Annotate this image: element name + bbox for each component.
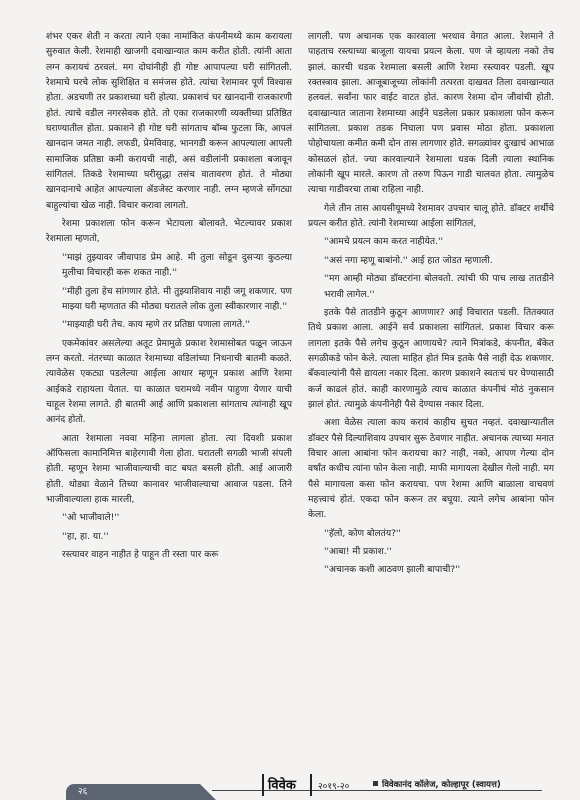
paragraph: एकमेकांवर असलेल्या अतूट प्रेमामुळे प्रकाश रेशमासोबत पळून जाऊन लग्न करतो. नंतरच्या काळात रेशमाच्या वडिलांच्या निधनाची बातमी कळते. त्यावेळेस एकट्या पडलेल्या आईला आधार म्हणून प्रकाश आणि रेशमा आईकडे राहायला येतात. या काळात घरामध्ये नवीन पाहुणा येणार याची चाहूल रेशमा लागते. ही बातमी आई आणि प्रकाशला सांगताच त्यांनाही खूप आनंद होतो. [46, 338, 295, 426]
paragraph: ''आमचे प्रयत्न काम करत नाहीयेत.'' [324, 237, 443, 248]
paragraph: ''ओ भाजीवाले!'' [62, 513, 120, 524]
paragraph: ''असं नगा म्हणू बाबांनो.'' आई हात जोडत म्हणाली. [324, 255, 493, 266]
logo-bar-left [262, 774, 264, 796]
paragraph: अशा वेळेस त्याला काय करावं काहीच सुचत नव्हतं. दवाखान्यातील डॉक्टर पैसे दिल्याशिवाय उपचार सुरू ठेवणार नाहीत. अचानक त्याच्या मनात विचार आला आबांना फोन करायचा का? नाही, नको, आपण गेल्या दोन वर्षांत कधीच त्यांना फोन केला नाही. माफी मागायला देखील गेलो नाही. मग पैसे मागायला कसा फोन करायचा. पण रेशमा आणि बाळाला वाचवणं महत्त्वाचं होतं. एकदा फोन करून तर बघूया. त्याने लगेच आबांना फोन केला. [308, 418, 557, 521]
paragraph: शंभर एकर शेती न करता त्याने एका नामांकित कंपनीमध्ये काम करायला सुरुवात केली. रेशमाही खाजगी दवाखान्यात काम करीत होती. त्यांनी आता लग्न करायचं ठरवलं. मग दोघांनीही ही गोष्ट आपापल्या घरी सांगितली. रेशमाचे घरचे लोक सुशिक्षित व समंजस होते. त्यांचा रेशमावर पूर्ण विश्वास होता. अडचणी तर प्रकाशच्या घरी होत्या. प्रकाशचं घर खानदानी राजकारणी होतं. त्याचे वडील नगरसेवक होते. तो एका राजकारणी व्यक्तीच्या प्रतिष्ठित घराण्यातील होता. प्रकाशने ही गोष्ट घरी सांगताच बॉम्ब फुटला कि, आपलं खानदान जमत नाही. लफडी, प्रेमविवाह, भानगडी करून आपल्याला आपली सामाजिक प्रतिष्ठा कमी करायची नाही, असं वडीलांनी प्रकाशला बजावून सांगितलं. तिकडे रेशमाच्या घरीसुद्धा तसंच वातावरण होतं. ते मोठ्या खानदानाचे आहेत आपल्याला ॲडजेस्ट करणार नाही. लग्न म्हणजे सोंगट्या बाहुल्यांचा खेळ नाही. विचार करावा लागतो. [46, 32, 295, 211]
magazine-logo: विवेक [268, 778, 296, 793]
paragraph: ''माझ्याही घरी तेच. काय म्हणे तर प्रतिष्ठा पणाला लागते.'' [62, 320, 250, 331]
left-column [46, 30, 295, 766]
paragraph: रेशमा प्रकाशला फोन करून भेटायला बोलावते. भेटल्यावर प्रकाश रेशमाला म्हणतो, [46, 219, 295, 245]
paragraph: रस्त्यावर वाहन नाहीत हे पाहून ती रस्ता पार करू [62, 550, 219, 560]
paragraph: ''हॅलो, कोण बोलतंय?'' [324, 528, 401, 539]
paragraph: लागली. पण अचानक एक कारवाला भरधाव वेगात आला. रेशमाने ते पाहताच रस्त्याच्या बाजूला यायचा प्रयत्न केला. पण जे व्हायला नको तेच झालं. कारची धडक रेशमाला बसली आणि रेशमा रस्त्यावर पडली. खूप रक्तस्त्राव झाला. आजूबाजूच्या लोकांनी तत्परता दाखवत तिला दवाखान्यात हलवलं. सर्वांना फार वाईट वाटत होतं. कारण रेशमा दोन जीवांची होती. दवाखान्यात जाताना रेशमाच्या आईने घडलेला प्रकार प्रकाशला फोन करून सांगितला. प्रकाश तडक निघाला पण प्रवास मोठा होता. प्रकाशला पोहोचायला कमीत कमी दोन तास लागणार होते. सगळ्यांवर दुःखाचं आभाळ कोसळलं होतं. ज्या कारवाल्याने रेशमाला धडक दिली त्याला स्थानिक लोकांनी खूप मारले. कारण तो तरुण पिऊन गाडी चालवत होता. त्यामुळेच त्याचा गाडीवरचा ताबा राहिला नाही. [308, 32, 557, 196]
paragraph: ''मीही तुला हेच सांगणार होते. मी तुझ्याशिवाय नाही जगू शकणार. पण माझ्या घरी म्हणतात की मोठ्या घरातले लोक तुला स्वीकारणार नाही.'' [62, 286, 295, 312]
paragraph: ''हा, हा. या.'' [62, 531, 109, 542]
paragraph: इतके पैसे तातडीने कुठून आणणार? आई विचारात पडली. तितक्यात तिथे प्रकाश आला. आईने सर्व प्रकाशला सांगितलं. प्रकाश विचार करू लागला इतके पैसे लगेच कुठून आणायचे? त्याने मित्रांकडे, कंपनीत, बँकेत सगळीकडे फोन केले. त्याला माहित होतं मित्र इतके पैसे नाही देऊ शकणार. बँकवाल्यांनी पैसे द्यायला नकार दिला. कारण प्रकाशने स्वतःचं घर घेण्यासाठी कर्ज काढलं होतं. काही कारणामुळे त्याच काळात कंपनीचं मोठं नुकसान झालं होतं. त्यामुळे कंपनीनेही पैसे देण्यास नकार दिला. [308, 307, 557, 410]
paragraph: ''माझं तुझ्यावर जीवापाड प्रेम आहे. मी तुला सोडून दुसऱ्या कुठल्या मुलीचा विचारही करू शकत नाही.'' [62, 252, 295, 279]
paragraph: ''आबा! मी प्रकाश.'' [324, 547, 392, 557]
article-body [46, 30, 557, 766]
paragraph: ''अचानक कशी आठवण झाली बापाची?'' [324, 565, 461, 576]
logo-bar-right [310, 774, 312, 796]
right-column [308, 30, 557, 766]
page-number: २६ [66, 784, 200, 800]
paragraph: आता रेशमाला नववा महिना लागला होता. त्या दिवशी प्रकाश ऑफिसला कामानिमित्त बाहेरगावी गेला होता. घरातली सगळी भाजी संपली होती. म्हणून रेशमा भाजीवाल्याची वाट बघत बसली होती. आई आजारी होती. थोड्या वेळाने तिच्या कानावर भाजीवाल्याचा आवाज पडला. तिने भाजीवाल्याला हाक मारली, [46, 433, 295, 505]
issue-year: २०१९-२० [318, 782, 350, 792]
college-name: विवेकानंद कॉलेज, कोल्हापूर (स्वायत्त) [373, 779, 501, 790]
paragraph: ''मग आम्ही मोठ्या डॉक्टरांना बोलवतो. त्यांची फी पाच लाख तातडीने भरावी लागेल.'' [324, 274, 557, 300]
paragraph: गेले तीन तास आयसीयूमध्ये रेशमावर उपचार चालू होते. डॉक्टर शर्थीचे प्रयत्न करीत होते. त्यांनी रेशमाच्या आईला सांगितलं, [308, 203, 557, 230]
